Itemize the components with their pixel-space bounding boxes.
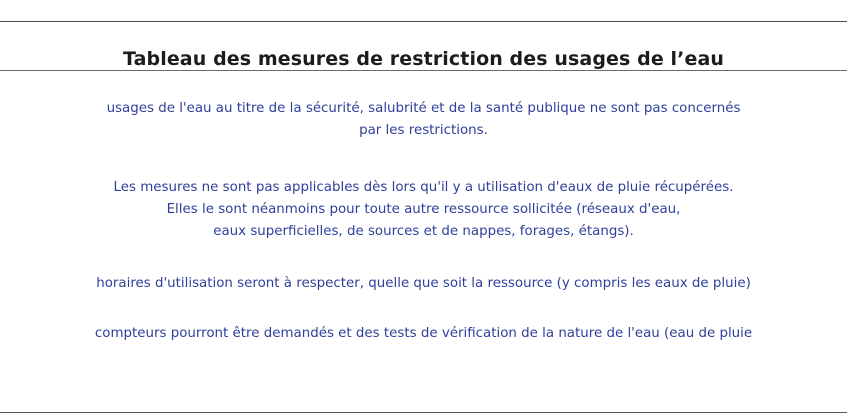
note-line: Elles le sont néanmoins pour toute autre ressource sollicitée (réseaux d'eau, xyxy=(166,202,681,217)
note-line: compteurs pourront être demandés et des tests de vérification de la nature de l'eau (eau de pluie xyxy=(94,326,753,341)
note-line: horaires d'utilisation seront à respecter, quelle que soit la ressource (y compris les eaux de pluie) xyxy=(96,276,751,291)
restriction-notes xyxy=(0,70,847,412)
bottom-rule xyxy=(0,412,847,413)
note-line: par les restrictions. xyxy=(359,123,488,138)
note-line: usages de l'eau au titre de la sécurité, salubrité et de la santé publique ne sont pas concernés xyxy=(106,101,741,116)
top-rule xyxy=(0,21,847,22)
note-line: Les mesures ne sont pas applicables dès lors qu'il y a utilisation d'eaux de pluie récupérées. xyxy=(113,180,734,195)
note-line: eaux superficielles, de sources et de nappes, forages, étangs). xyxy=(213,224,634,239)
table-title: Tableau des mesures de restriction des usages de l’eau xyxy=(122,47,725,70)
